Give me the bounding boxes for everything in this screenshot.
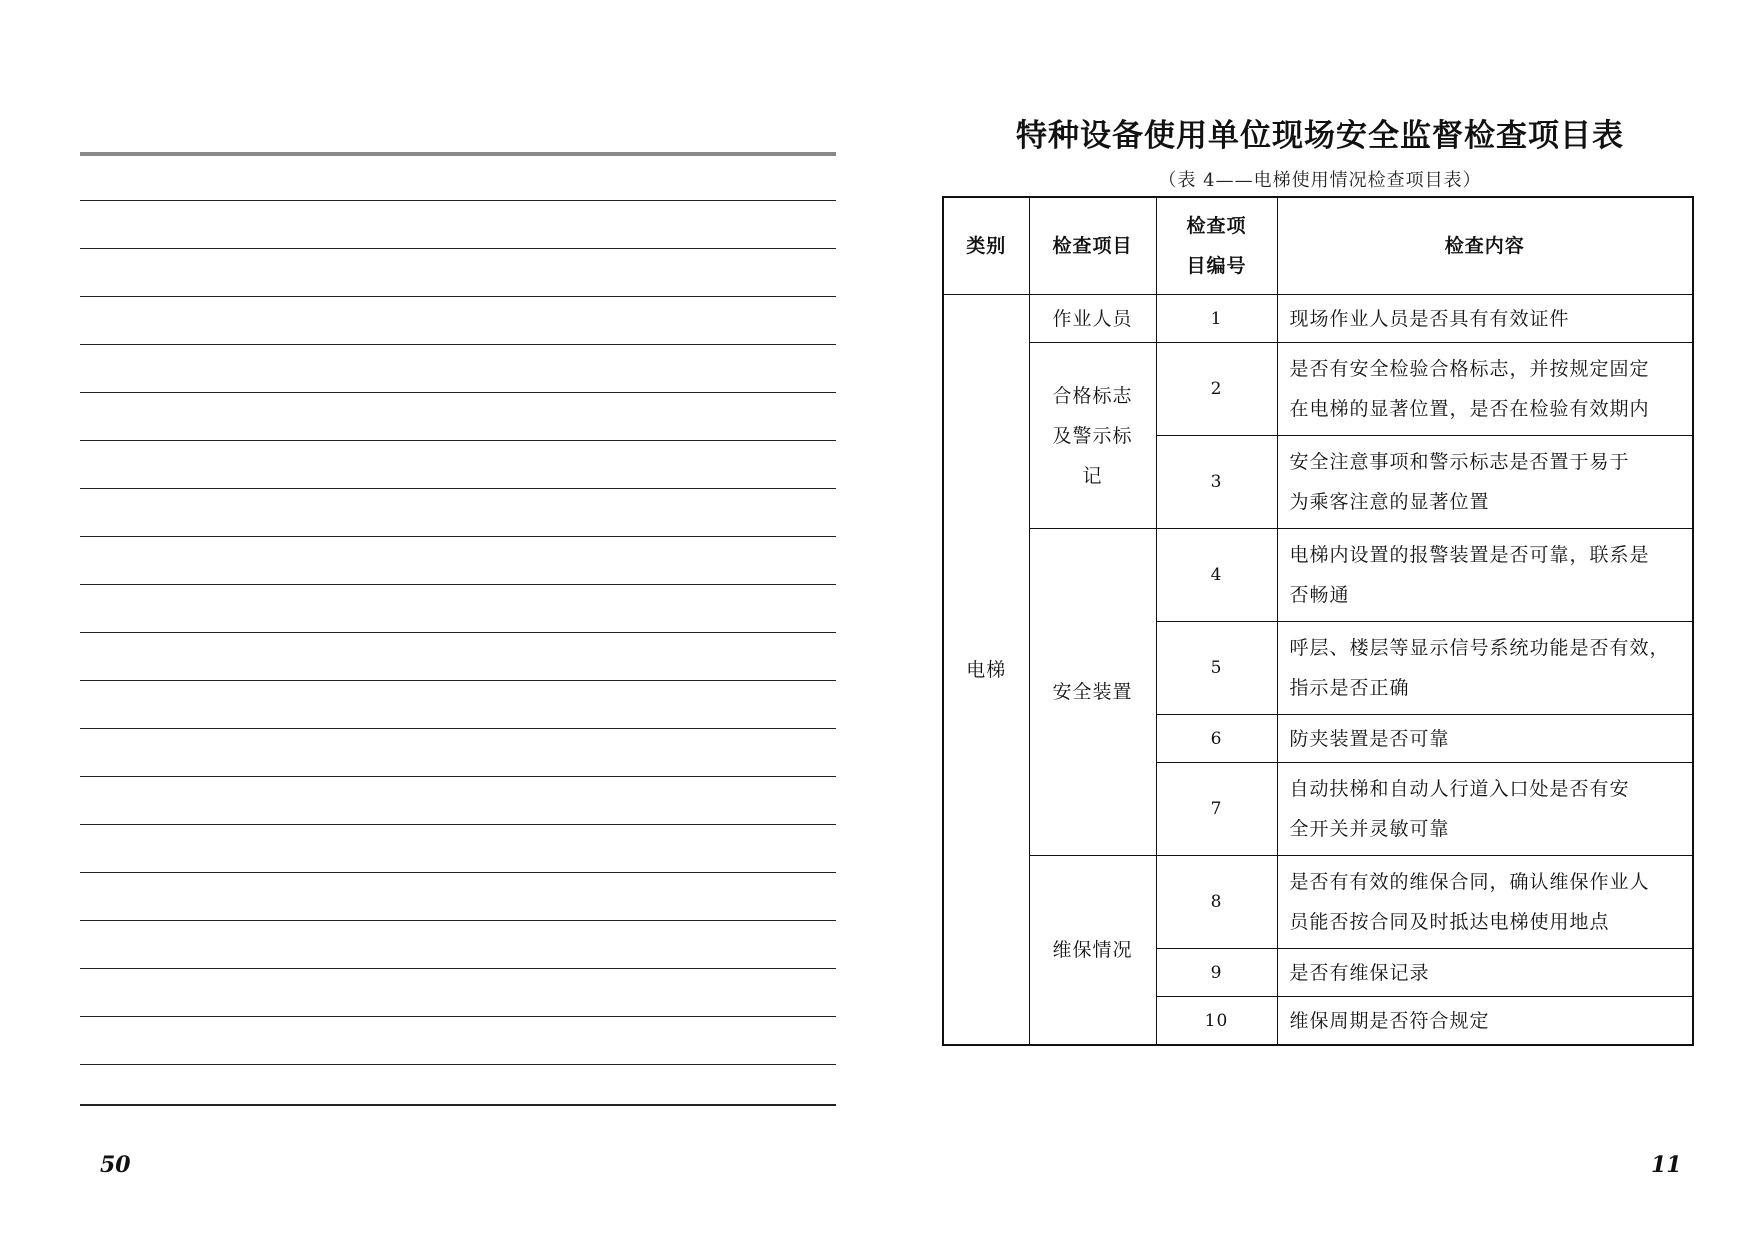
notes-line xyxy=(80,152,836,156)
notes-line xyxy=(80,488,836,489)
header-number xyxy=(1156,197,1277,295)
page-number-left: 50 xyxy=(100,1152,131,1178)
content-line2: 在电梯的显著位置，是否在检验有效期内 xyxy=(1289,398,1650,420)
item-cell-personnel: 作业人员 xyxy=(1029,295,1156,343)
notes-line xyxy=(80,968,836,969)
number-cell: 3 xyxy=(1156,436,1277,529)
content-line2: 否畅通 xyxy=(1289,584,1350,606)
notes-line xyxy=(80,440,836,441)
table-header-row xyxy=(943,197,1693,295)
content-line1: 安全注意事项和警示标志是否置于易于 xyxy=(1289,451,1630,473)
number-cell: 5 xyxy=(1156,622,1277,715)
content-line1: 是否有有效的维保合同，确认维保作业人 xyxy=(1289,871,1650,893)
content-line1: 呼层、楼层等显示信号系统功能是否有效， xyxy=(1289,637,1670,659)
item-cell-marks xyxy=(1029,343,1156,529)
notes-line xyxy=(80,680,836,681)
notes-line xyxy=(80,920,836,921)
inspection-table xyxy=(942,196,1694,1046)
notes-line xyxy=(80,1016,836,1017)
notes-line xyxy=(80,824,836,825)
content-cell: 现场作业人员是否具有有效证件 xyxy=(1277,295,1693,343)
notes-line xyxy=(80,296,836,297)
content-line1: 是否有安全检验合格标志，并按规定固定 xyxy=(1289,358,1650,380)
content-line1: 电梯内设置的报警装置是否可靠，联系是 xyxy=(1289,544,1650,566)
content-cell: 防夹装置是否可靠 xyxy=(1277,715,1693,763)
header-content: 检查内容 xyxy=(1277,197,1693,295)
content-cell: 维保周期是否符合规定 xyxy=(1277,997,1693,1046)
item-marks-line1: 合格标志 xyxy=(1052,384,1133,407)
content-cell xyxy=(1277,343,1693,436)
notes-line xyxy=(80,776,836,777)
table-row xyxy=(943,529,1693,622)
table-row xyxy=(943,343,1693,436)
content-cell: 是否有维保记录 xyxy=(1277,949,1693,997)
page-subtitle: （表 4——电梯使用情况检查项目表） xyxy=(1158,170,1482,191)
notes-line xyxy=(80,344,836,345)
content-cell xyxy=(1277,436,1693,529)
content-line1: 自动扶梯和自动人行道入口处是否有安 xyxy=(1289,778,1630,800)
number-cell: 8 xyxy=(1156,856,1277,949)
number-cell: 9 xyxy=(1156,949,1277,997)
item-marks-line3: 记 xyxy=(1082,464,1103,487)
notes-line xyxy=(80,1064,836,1065)
number-cell: 2 xyxy=(1156,343,1277,436)
header-number-line2: 目编号 xyxy=(1186,255,1247,277)
notes-line xyxy=(80,536,836,537)
notes-line xyxy=(80,392,836,393)
header-item: 检查项目 xyxy=(1029,197,1156,295)
content-cell xyxy=(1277,622,1693,715)
item-cell-safety: 安全装置 xyxy=(1029,529,1156,856)
header-category: 类别 xyxy=(943,197,1029,295)
item-marks-line2: 及警示标 xyxy=(1052,424,1133,447)
number-cell: 10 xyxy=(1156,997,1277,1046)
page-title: 特种设备使用单位现场安全监督检查项目表 xyxy=(1016,118,1624,154)
number-cell: 1 xyxy=(1156,295,1277,343)
category-cell: 电梯 xyxy=(943,295,1029,1046)
notes-line xyxy=(80,200,836,201)
item-cell-maintenance: 维保情况 xyxy=(1029,856,1156,1046)
content-line2: 全开关并灵敏可靠 xyxy=(1289,818,1450,840)
header-number-line1: 检查项 xyxy=(1186,215,1247,237)
table-row xyxy=(943,856,1693,949)
number-cell: 7 xyxy=(1156,763,1277,856)
content-line2: 指示是否正确 xyxy=(1289,677,1410,699)
notes-line xyxy=(80,248,836,249)
content-cell xyxy=(1277,529,1693,622)
notes-line xyxy=(80,584,836,585)
notes-line xyxy=(80,1104,836,1106)
notes-line xyxy=(80,872,836,873)
content-cell xyxy=(1277,856,1693,949)
notes-line xyxy=(80,728,836,729)
notes-lines xyxy=(80,152,836,1112)
page-number-right: 11 xyxy=(1651,1152,1682,1178)
notes-line xyxy=(80,632,836,633)
content-cell xyxy=(1277,763,1693,856)
number-cell: 4 xyxy=(1156,529,1277,622)
content-line2: 员能否按合同及时抵达电梯使用地点 xyxy=(1289,911,1610,933)
content-line2: 为乘客注意的显著位置 xyxy=(1289,491,1490,513)
table-row xyxy=(943,295,1693,343)
number-cell: 6 xyxy=(1156,715,1277,763)
